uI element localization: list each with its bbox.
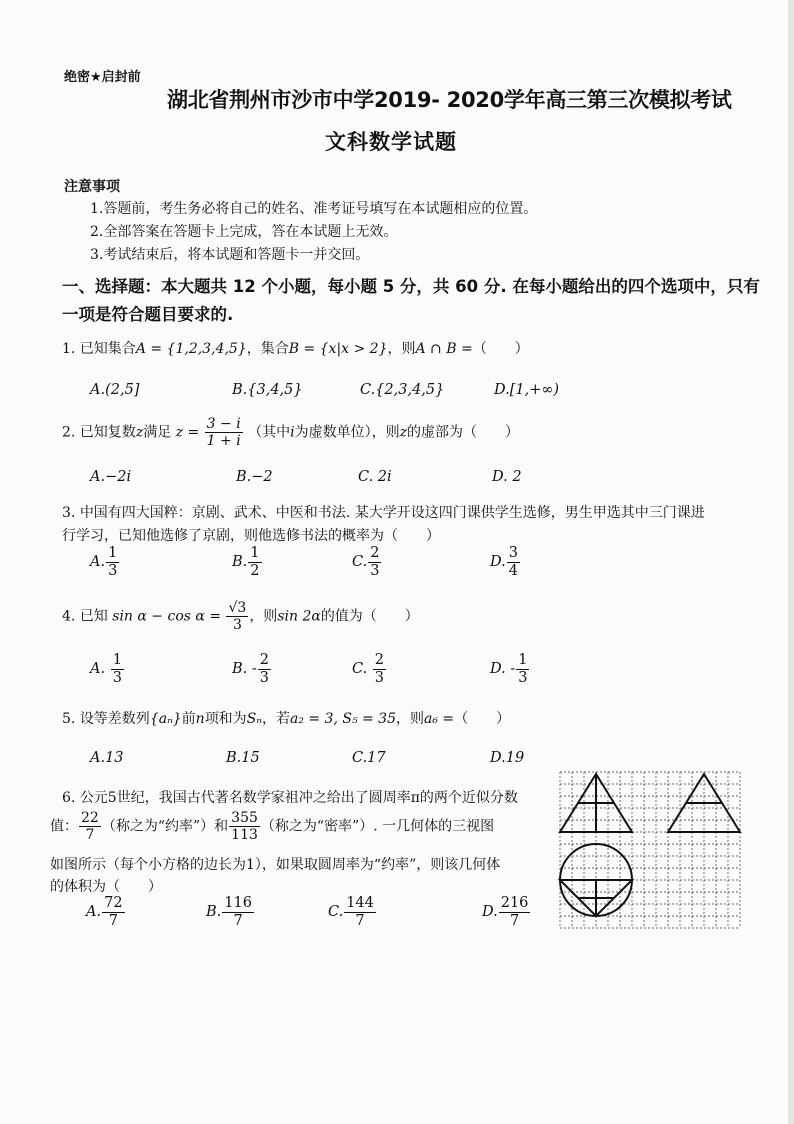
q6-option-a[interactable]: A. $\frac{72}{7}$: [86, 895, 123, 929]
question-2: 2. 已知复数z满足 z = $\frac{3 - i}{1 + i}$ （其中i为虚数单位），则z的虚部为（ ）: [62, 416, 520, 450]
top-view: [560, 844, 632, 916]
q1-option-a[interactable]: A.(2,5]: [90, 382, 140, 398]
q6-option-b[interactable]: B. $\frac{116}{7}$: [206, 895, 252, 929]
page-subtitle: 文科数学试题: [325, 130, 457, 154]
q3-option-b[interactable]: B. $\frac{1}{2}$: [232, 545, 260, 579]
q2-option-a[interactable]: A.−2i: [90, 469, 132, 485]
q4-option-b[interactable]: B. - $\frac{2}{3}$: [232, 652, 270, 686]
figure-grid: [560, 772, 740, 928]
notes-heading: 注意事项: [64, 179, 120, 195]
question-number: 1.: [62, 341, 76, 357]
sqrt-fraction: $\frac{√3}{3}$: [228, 600, 247, 634]
page-title: 湖北省荆州市沙市中学2019- 2020学年高三第三次模拟考试: [167, 88, 732, 112]
question-6-line3: 如图所示（每个小方格的边长为1），如果取圆周率为“约率”，则该几何体: [50, 857, 501, 873]
question-6-line2: 值： $\frac{22}{7}$ （称之为“约率”）和 $\frac{355}{113}$ （称之为“密率”）. 一几何体的三视图: [50, 810, 495, 844]
q1-option-d[interactable]: D.[1,+∞): [494, 382, 560, 398]
notes-item: 1.答题前，考生务必将自己的姓名、准考证号填写在本试题相应的位置。: [90, 201, 538, 217]
secret-label: 绝密★启封前: [64, 70, 141, 85]
intersection-expr: A ∩ B =: [415, 341, 473, 357]
question-number: 5.: [62, 711, 76, 727]
page-edge-shadow: [788, 0, 794, 1124]
section-heading-line2: 一项是符合题目要求的.: [62, 305, 234, 324]
q4-option-d[interactable]: D. - $\frac{1}{3}$: [490, 652, 528, 686]
q4-option-a[interactable]: A. $\frac{1}{3}$: [90, 652, 122, 686]
front-view: [560, 774, 632, 832]
complex-fraction: $\frac{3 - i}{1 + i}$: [206, 416, 241, 450]
q6-option-d[interactable]: D. $\frac{216}{7}$: [482, 895, 529, 929]
q2-option-d[interactable]: D. 2: [492, 469, 522, 485]
three-view-figure: [558, 770, 744, 938]
q2-option-c[interactable]: C. 2i: [358, 469, 392, 485]
side-view: [668, 774, 740, 832]
section-heading-line1: 一、选择题：本大题共 12 个小题，每小题 5 分，共 60 分. 在每小题给出的四个选项中，只有: [62, 277, 760, 296]
q4-option-c[interactable]: C. $\frac{2}{3}$: [352, 652, 385, 686]
question-number: 2.: [62, 424, 76, 441]
question-6-line4: 的体积为（ ）: [50, 879, 162, 895]
question-1: 1. 已知集合A = {1,2,3,4,5}，集合B = {x|x > 2}，则A ∩ B =（ ）: [62, 341, 529, 357]
question-number: 6.: [62, 790, 76, 806]
q6-option-c[interactable]: C. $\frac{144}{7}$: [328, 895, 374, 929]
q5-option-a[interactable]: A.13: [90, 750, 124, 766]
q5-option-b[interactable]: B.15: [226, 750, 260, 766]
q1-option-b[interactable]: B.{3,4,5}: [232, 382, 303, 398]
q3-option-c[interactable]: C. $\frac{2}{3}$: [352, 545, 380, 579]
set-a: A = {1,2,3,4,5}: [135, 341, 247, 357]
set-b: B = {x|x > 2}: [288, 341, 388, 357]
q5-option-c[interactable]: C.17: [352, 750, 386, 766]
q2-option-b[interactable]: B.−2: [236, 469, 273, 485]
q3-option-a[interactable]: A. $\frac{1}{3}$: [90, 545, 118, 579]
question-3-line1: 3. 中国有四大国粹：京剧、武术、中医和书法. 某大学开设这四门课供学生选修，男生甲选其中三门课进: [62, 505, 705, 521]
q1-option-c[interactable]: C.{2,3,4,5}: [360, 382, 445, 398]
question-3-line2: 行学习，已知他选修了京剧，则他选修书法的概率为（ ）: [62, 528, 440, 544]
q3-option-d[interactable]: D. $\frac{3}{4}$: [490, 545, 518, 579]
notes-item: 3.考试结束后，将本试题和答题卡一并交回。: [90, 247, 370, 263]
question-4: 4. 已知 sin α − cos α = $\frac{√3}{3}$ ，则sin 2α的值为（ ）: [62, 600, 419, 634]
question-number: 4.: [62, 608, 76, 625]
question-5: 5. 设等差数列{aₙ}前n项和为Sₙ，若a₂ = 3, S₅ = 35，则a₆ =（ ）: [62, 711, 511, 727]
q5-option-d[interactable]: D.19: [490, 750, 525, 766]
question-number: 3.: [62, 505, 76, 521]
notes-item: 2.全部答案在答题卡上完成，答在本试题上无效。: [90, 224, 398, 240]
question-6-line1: 6. 公元5世纪，我国古代著名数学家祖冲之给出了圆周率π的两个近似分数: [62, 790, 518, 806]
